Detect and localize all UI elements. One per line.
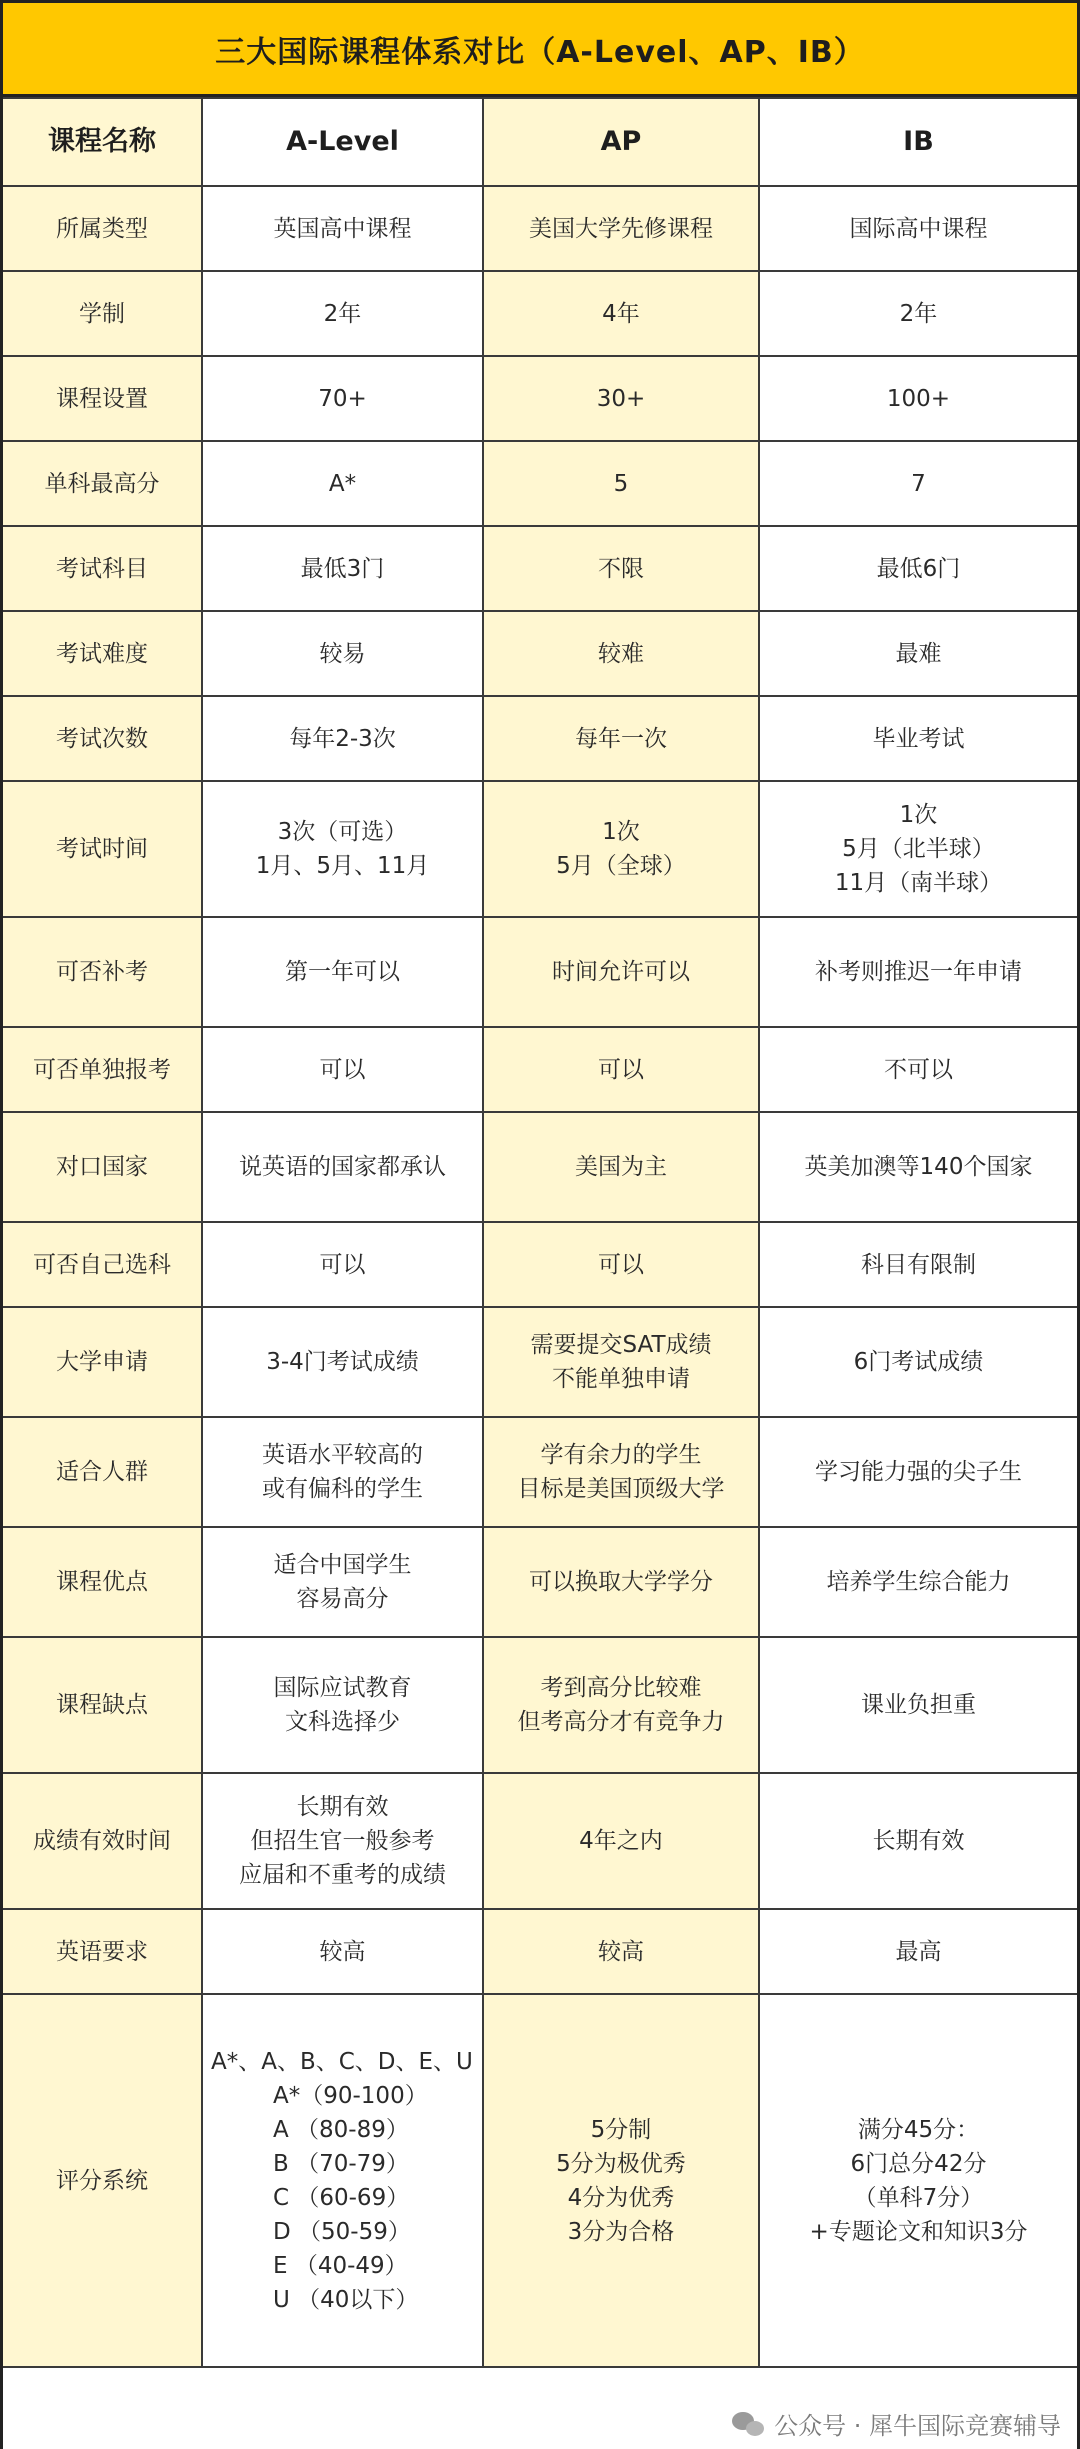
grade-range: B （70-79） [273,2150,409,2177]
ib-cell: 课业负担重 [759,1637,1077,1773]
ap-cell: 4年 [483,271,759,356]
a-level-cell: 英国高中课程 [202,186,483,271]
row-label: 评分系统 [3,1994,202,2367]
table-body [3,186,1077,2367]
a-level-cell: 2年 [202,271,483,356]
ib-cell: 不可以 [759,1027,1077,1112]
table-row [3,1027,1077,1112]
title-bar [3,3,1077,97]
table-row [3,781,1077,917]
a-level-cell: 英语水平较高的 或有偏科的学生 [202,1417,483,1527]
a-level-grading-cell [202,1994,483,2367]
ap-cell: 4年之内 [483,1773,759,1909]
table-row [3,526,1077,611]
row-label: 对口国家 [3,1112,202,1222]
ap-cell: 可以 [483,1027,759,1112]
a-level-cell: 长期有效 但招生官一般参考 应届和不重考的成绩 [202,1773,483,1909]
ib-cell: 补考则推迟一年申请 [759,917,1077,1027]
ap-cell: 美国为主 [483,1112,759,1222]
header-row [3,98,1077,186]
grade-scale: A*、A、B、C、D、E、U [211,2048,473,2075]
ap-cell: 需要提交SAT成绩 不能单独申请 [483,1307,759,1417]
ap-cell: 5 [483,441,759,526]
row-label: 适合人群 [3,1417,202,1527]
grade-list [211,2045,473,2317]
row-label: 课程缺点 [3,1637,202,1773]
ib-cell: 英美加澳等140个国家 [759,1112,1077,1222]
table-row [3,186,1077,271]
row-label: 考试时间 [3,781,202,917]
row-label: 大学申请 [3,1307,202,1417]
ib-cell: 最低6门 [759,526,1077,611]
a-level-cell: 较高 [202,1909,483,1994]
a-level-cell: 可以 [202,1027,483,1112]
row-label: 课程优点 [3,1527,202,1637]
document-title: 三大国际课程体系对比（A-Level、AP、IB） [215,34,865,70]
row-label: 考试科目 [3,526,202,611]
ib-cell: 毕业考试 [759,696,1077,781]
table-row [3,1637,1077,1773]
header-a-level: A-Level [202,98,483,186]
table-row-grading [3,1994,1077,2367]
row-label: 可否单独报考 [3,1027,202,1112]
ap-cell: 学有余力的学生 目标是美国顶级大学 [483,1417,759,1527]
a-level-cell: 可以 [202,1222,483,1307]
ap-cell: 30+ [483,356,759,441]
ib-cell: 长期有效 [759,1773,1077,1909]
grade-range: E （40-49） [273,2252,408,2279]
table-row [3,441,1077,526]
a-level-cell: 每年2-3次 [202,696,483,781]
table-row [3,1222,1077,1307]
a-level-cell: 较易 [202,611,483,696]
header-ap: AP [483,98,759,186]
row-label: 所属类型 [3,186,202,271]
row-label: 课程设置 [3,356,202,441]
table-row [3,917,1077,1027]
table-row [3,1417,1077,1527]
a-level-cell: 3次（可选） 1月、5月、11月 [202,781,483,917]
ib-cell: 6门考试成绩 [759,1307,1077,1417]
grade-range: C （60-69） [273,2184,410,2211]
ap-cell: 较高 [483,1909,759,1994]
ib-cell: 100+ [759,356,1077,441]
table-row [3,696,1077,781]
row-label: 可否补考 [3,917,202,1027]
ib-grading-cell: 满分45分： 6门总分42分 （单科7分） +专题论文和知识3分 [759,1994,1077,2367]
watermark [732,2406,1061,2441]
row-label: 英语要求 [3,1909,202,1994]
ib-cell: 国际高中课程 [759,186,1077,271]
row-label: 考试次数 [3,696,202,781]
a-level-cell: A* [202,441,483,526]
ap-cell: 较难 [483,611,759,696]
row-label: 学制 [3,271,202,356]
ap-cell: 考到高分比较难 但考高分才有竞争力 [483,1637,759,1773]
grade-range: A （80-89） [273,2116,409,2143]
table-row [3,1112,1077,1222]
ap-cell: 时间允许可以 [483,917,759,1027]
table-row [3,1527,1077,1637]
a-level-cell: 说英语的国家都承认 [202,1112,483,1222]
ap-grading-cell: 5分制 5分为极优秀 4分为优秀 3分为合格 [483,1994,759,2367]
a-level-cell: 最低3门 [202,526,483,611]
grade-range: D （50-59） [273,2218,411,2245]
ap-cell: 每年一次 [483,696,759,781]
ib-cell: 1次 5月（北半球） 11月（南半球） [759,781,1077,917]
grade-range: U （40以下） [273,2286,419,2313]
table-row [3,271,1077,356]
a-level-cell: 第一年可以 [202,917,483,1027]
ib-cell: 最高 [759,1909,1077,1994]
a-level-cell: 70+ [202,356,483,441]
watermark-text: 公众号 · 犀牛国际竞赛辅导 [774,2412,1061,2440]
table-row [3,1307,1077,1417]
ib-cell: 科目有限制 [759,1222,1077,1307]
ib-cell: 7 [759,441,1077,526]
grade-range: A*（90-100） [273,2082,428,2109]
table-row [3,1773,1077,1909]
a-level-cell: 国际应试教育 文科选择少 [202,1637,483,1773]
a-level-cell: 适合中国学生 容易高分 [202,1527,483,1637]
ib-cell: 学习能力强的尖子生 [759,1417,1077,1527]
ib-cell: 最难 [759,611,1077,696]
ap-cell: 美国大学先修课程 [483,186,759,271]
ib-cell: 培养学生综合能力 [759,1527,1077,1637]
wechat-icon [732,2410,766,2438]
a-level-cell: 3-4门考试成绩 [202,1307,483,1417]
ap-cell: 不限 [483,526,759,611]
ap-cell: 可以 [483,1222,759,1307]
ap-cell: 可以换取大学学分 [483,1527,759,1637]
comparison-table [3,97,1077,2368]
header-course-name: 课程名称 [3,98,202,186]
table-row [3,356,1077,441]
ib-cell: 2年 [759,271,1077,356]
row-label: 单科最高分 [3,441,202,526]
row-label: 考试难度 [3,611,202,696]
table-row [3,1909,1077,1994]
row-label: 成绩有效时间 [3,1773,202,1909]
table-row [3,611,1077,696]
row-label: 可否自己选科 [3,1222,202,1307]
ap-cell: 1次 5月（全球） [483,781,759,917]
header-ib: IB [759,98,1077,186]
